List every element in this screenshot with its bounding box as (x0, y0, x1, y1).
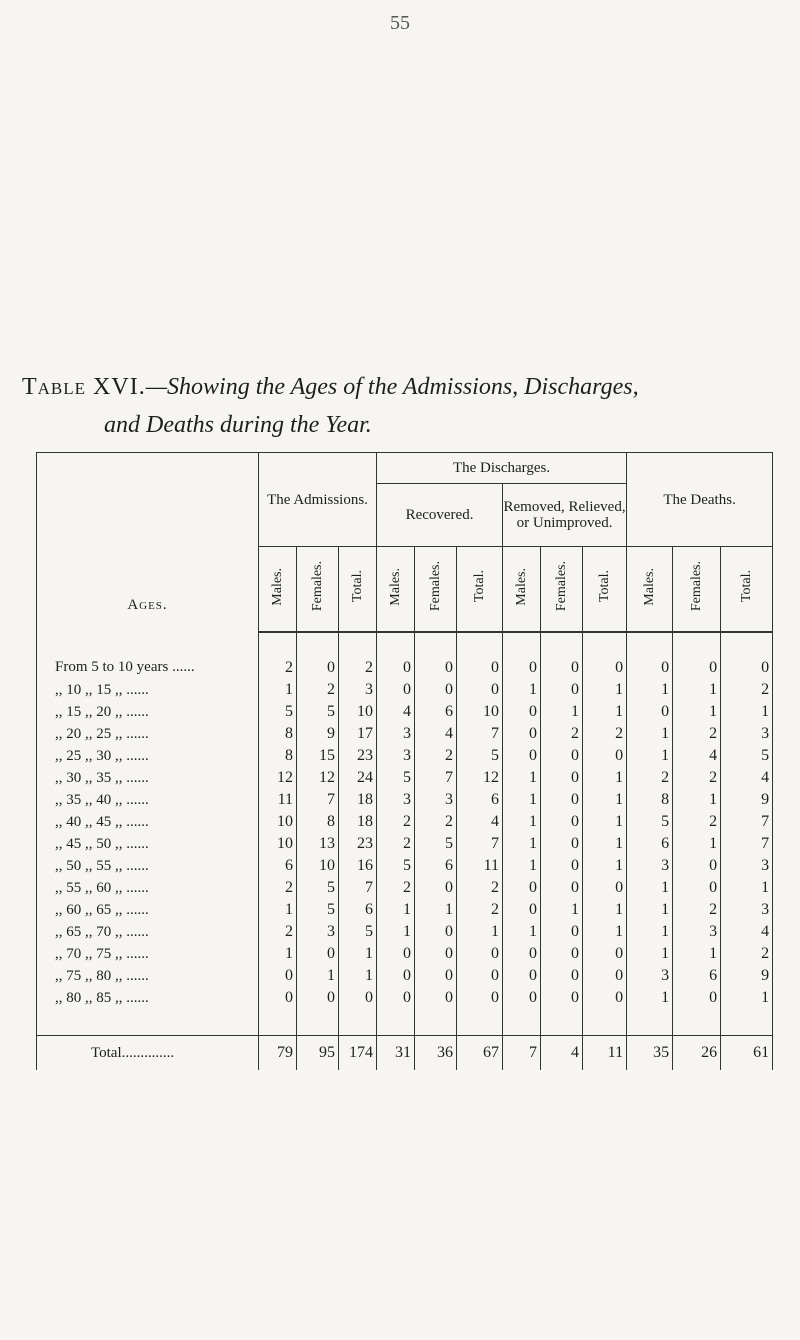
value-cell: 0 (457, 679, 503, 701)
value-cell: 0 (297, 632, 339, 679)
value-cell: 0 (377, 987, 415, 1009)
value-cell: 1 (583, 789, 627, 811)
recovered-header: Recovered. (377, 484, 503, 547)
value-cell: 1 (503, 767, 541, 789)
value-cell: 1 (457, 921, 503, 943)
value-cell: 3 (339, 679, 377, 701)
recovered-total-col-header (457, 547, 503, 633)
value-cell: 0 (415, 987, 457, 1009)
table-row (37, 899, 773, 921)
value-cell: 0 (541, 833, 583, 855)
value-cell: 0 (541, 632, 583, 679)
value-cell: 23 (339, 833, 377, 855)
value-cell: 0 (583, 965, 627, 987)
value-cell: 1 (583, 855, 627, 877)
value-cell: 3 (721, 899, 773, 921)
value-cell: 9 (721, 965, 773, 987)
value-cell: 0 (541, 921, 583, 943)
value-cell: 2 (673, 899, 721, 921)
table-row (37, 833, 773, 855)
value-cell: 0 (415, 632, 457, 679)
row-label: ,, 45 ,, 50 ,, ...... (37, 833, 259, 855)
total-row (37, 1036, 773, 1071)
value-cell: 11 (457, 855, 503, 877)
value-cell: 1 (583, 833, 627, 855)
value-cell: 3 (673, 921, 721, 943)
value-cell: 0 (503, 632, 541, 679)
table-row (37, 789, 773, 811)
value-cell: 12 (297, 767, 339, 789)
value-cell: 0 (377, 632, 415, 679)
value-cell: 11 (583, 1036, 627, 1071)
removed-males-col-header (503, 547, 541, 633)
row-label: ,, 15 ,, 20 ,, ...... (37, 701, 259, 723)
value-cell: 1 (415, 899, 457, 921)
value-cell: 3 (721, 723, 773, 745)
value-cell: 0 (541, 855, 583, 877)
value-cell: 0 (583, 877, 627, 899)
table-row (37, 921, 773, 943)
value-cell: 0 (415, 877, 457, 899)
spacer-cell (297, 1009, 339, 1036)
value-cell: 1 (339, 965, 377, 987)
table-header (37, 453, 773, 633)
value-cell: 10 (297, 855, 339, 877)
table-row (37, 632, 773, 679)
value-cell: 4 (415, 723, 457, 745)
removed-females-col-header (541, 547, 583, 633)
value-cell: 2 (259, 632, 297, 679)
value-cell: 4 (721, 921, 773, 943)
value-cell: 6 (457, 789, 503, 811)
admissions-header: The Admissions. (259, 453, 377, 547)
value-cell: 2 (583, 723, 627, 745)
value-cell: 17 (339, 723, 377, 745)
value-cell: 8 (627, 789, 673, 811)
value-cell: 1 (259, 679, 297, 701)
value-cell: 36 (415, 1036, 457, 1071)
value-cell: 12 (457, 767, 503, 789)
row-label: ,, 35 ,, 40 ,, ...... (37, 789, 259, 811)
value-cell: 1 (377, 921, 415, 943)
value-cell: 7 (457, 723, 503, 745)
value-cell: 1 (297, 965, 339, 987)
row-label: ,, 30 ,, 35 ,, ...... (37, 767, 259, 789)
table-row (37, 811, 773, 833)
value-cell: 2 (721, 679, 773, 701)
table-row (37, 701, 773, 723)
value-cell: 6 (259, 855, 297, 877)
value-cell: 3 (627, 855, 673, 877)
value-cell: 1 (583, 701, 627, 723)
value-cell: 6 (415, 855, 457, 877)
value-cell: 1 (583, 899, 627, 921)
value-cell: 1 (673, 701, 721, 723)
value-cell: 1 (377, 899, 415, 921)
spacer-cell (37, 1009, 259, 1036)
value-cell: 0 (503, 943, 541, 965)
deaths-females-col-header (673, 547, 721, 633)
value-cell: 0 (377, 679, 415, 701)
value-cell: 1 (721, 701, 773, 723)
value-cell: 8 (259, 745, 297, 767)
value-cell: 174 (339, 1036, 377, 1071)
value-cell: 2 (721, 943, 773, 965)
row-label: Total.............. (37, 1036, 259, 1071)
value-cell: 5 (377, 767, 415, 789)
spacer-cell (721, 1009, 773, 1036)
value-cell: 0 (541, 745, 583, 767)
caption-line1: —Showing the Ages of the Admissions, Discharges, (145, 374, 639, 400)
removed-females-col-label: Females. (553, 561, 569, 612)
value-cell: 3 (297, 921, 339, 943)
value-cell: 2 (627, 767, 673, 789)
value-cell: 13 (297, 833, 339, 855)
table-row (37, 745, 773, 767)
value-cell: 0 (627, 701, 673, 723)
recovered-females-col-header (415, 547, 457, 633)
row-label: ,, 65 ,, 70 ,, ...... (37, 921, 259, 943)
value-cell: 0 (377, 943, 415, 965)
value-cell: 1 (583, 679, 627, 701)
value-cell: 1 (673, 679, 721, 701)
value-cell: 1 (583, 811, 627, 833)
value-cell: 0 (457, 987, 503, 1009)
value-cell: 2 (377, 811, 415, 833)
value-cell: 6 (673, 965, 721, 987)
value-cell: 7 (721, 833, 773, 855)
table-row (37, 943, 773, 965)
value-cell: 2 (457, 899, 503, 921)
value-cell: 0 (415, 679, 457, 701)
removed-total-col-header (583, 547, 627, 633)
table-row (37, 679, 773, 701)
value-cell: 8 (259, 723, 297, 745)
value-cell: 1 (627, 921, 673, 943)
value-cell: 1 (541, 701, 583, 723)
value-cell: 1 (627, 745, 673, 767)
value-cell: 2 (541, 723, 583, 745)
value-cell: 0 (541, 811, 583, 833)
value-cell: 0 (503, 723, 541, 745)
value-cell: 9 (297, 723, 339, 745)
value-cell: 0 (259, 987, 297, 1009)
row-label: ,, 10 ,, 15 ,, ...... (37, 679, 259, 701)
value-cell: 1 (627, 943, 673, 965)
deaths-males-col-header (627, 547, 673, 633)
value-cell: 0 (415, 921, 457, 943)
row-label: ,, 50 ,, 55 ,, ...... (37, 855, 259, 877)
value-cell: 9 (721, 789, 773, 811)
admissions-total-col-header (339, 547, 377, 633)
value-cell: 7 (721, 811, 773, 833)
recovered-females-col-label: Females. (427, 561, 443, 612)
value-cell: 5 (627, 811, 673, 833)
value-cell: 0 (541, 877, 583, 899)
value-cell: 5 (297, 899, 339, 921)
value-cell: 4 (377, 701, 415, 723)
value-cell: 1 (721, 877, 773, 899)
value-cell: 1 (673, 789, 721, 811)
ages-table (36, 452, 773, 1070)
value-cell: 0 (503, 745, 541, 767)
value-cell: 0 (457, 632, 503, 679)
value-cell: 35 (627, 1036, 673, 1071)
value-cell: 1 (259, 899, 297, 921)
value-cell: 4 (673, 745, 721, 767)
value-cell: 0 (503, 987, 541, 1009)
caption-prefix: Table XVI. (22, 374, 146, 400)
spacer-cell (541, 1009, 583, 1036)
row-label: ,, 75 ,, 80 ,, ...... (37, 965, 259, 987)
value-cell: 6 (415, 701, 457, 723)
value-cell: 1 (503, 679, 541, 701)
deaths-header: The Deaths. (627, 453, 773, 547)
table-row (37, 855, 773, 877)
value-cell: 1 (583, 921, 627, 943)
value-cell: 2 (259, 921, 297, 943)
value-cell: 5 (721, 745, 773, 767)
value-cell: 2 (415, 811, 457, 833)
admissions-males-col-header (259, 547, 297, 633)
value-cell: 3 (627, 965, 673, 987)
discharges-header: The Discharges. (377, 453, 627, 484)
value-cell: 24 (339, 767, 377, 789)
value-cell: 5 (339, 921, 377, 943)
value-cell: 0 (457, 965, 503, 987)
value-cell: 3 (377, 745, 415, 767)
spacer-cell (415, 1009, 457, 1036)
spacer-cell (627, 1009, 673, 1036)
value-cell: 0 (541, 679, 583, 701)
row-label: ,, 70 ,, 75 ,, ...... (37, 943, 259, 965)
value-cell: 10 (457, 701, 503, 723)
value-cell: 11 (259, 789, 297, 811)
spacer-cell (339, 1009, 377, 1036)
value-cell: 1 (339, 943, 377, 965)
value-cell: 6 (339, 899, 377, 921)
value-cell: 0 (541, 767, 583, 789)
value-cell: 1 (503, 789, 541, 811)
value-cell: 10 (259, 811, 297, 833)
value-cell: 1 (259, 943, 297, 965)
value-cell: 0 (583, 987, 627, 1009)
caption-line2: and Deaths during the Year. (104, 412, 372, 438)
value-cell: 0 (721, 632, 773, 679)
value-cell: 0 (377, 965, 415, 987)
value-cell: 6 (627, 833, 673, 855)
value-cell: 0 (541, 965, 583, 987)
value-cell: 12 (259, 767, 297, 789)
value-cell: 0 (541, 789, 583, 811)
value-cell: 4 (541, 1036, 583, 1071)
value-cell: 0 (297, 943, 339, 965)
ages-table-container (36, 452, 773, 1070)
value-cell: 0 (541, 987, 583, 1009)
value-cell: 5 (259, 701, 297, 723)
spacer-cell (457, 1009, 503, 1036)
value-cell: 7 (457, 833, 503, 855)
value-cell: 16 (339, 855, 377, 877)
row-label: ,, 20 ,, 25 ,, ...... (37, 723, 259, 745)
spacer-cell (673, 1009, 721, 1036)
spacer-cell (259, 1009, 297, 1036)
value-cell: 10 (339, 701, 377, 723)
value-cell: 18 (339, 811, 377, 833)
value-cell: 0 (503, 965, 541, 987)
value-cell: 0 (259, 965, 297, 987)
value-cell: 67 (457, 1036, 503, 1071)
table-body (37, 632, 773, 1070)
recovered-total-col-label: Total. (471, 570, 487, 603)
value-cell: 1 (627, 987, 673, 1009)
admissions-males-col-label: Males. (269, 567, 285, 606)
row-label: ,, 80 ,, 85 ,, ...... (37, 987, 259, 1009)
value-cell: 0 (673, 855, 721, 877)
value-cell: 7 (339, 877, 377, 899)
row-label: ,, 40 ,, 45 ,, ...... (37, 811, 259, 833)
value-cell: 8 (297, 811, 339, 833)
value-cell: 0 (415, 943, 457, 965)
table-caption (22, 368, 792, 444)
value-cell: 0 (339, 987, 377, 1009)
value-cell: 1 (673, 833, 721, 855)
value-cell: 79 (259, 1036, 297, 1071)
value-cell: 0 (541, 943, 583, 965)
value-cell: 95 (297, 1036, 339, 1071)
value-cell: 3 (377, 723, 415, 745)
row-label: ,, 55 ,, 60 ,, ...... (37, 877, 259, 899)
deaths-males-col-label: Males. (641, 567, 657, 606)
value-cell: 2 (377, 877, 415, 899)
value-cell: 5 (457, 745, 503, 767)
value-cell: 7 (415, 767, 457, 789)
recovered-males-col-label: Males. (387, 567, 403, 606)
value-cell: 0 (583, 632, 627, 679)
spacer-row (37, 1009, 773, 1036)
value-cell: 18 (339, 789, 377, 811)
ages-header: Ages. (37, 453, 259, 633)
admissions-females-col-header (297, 547, 339, 633)
value-cell: 1 (721, 987, 773, 1009)
value-cell: 0 (673, 987, 721, 1009)
value-cell: 0 (583, 943, 627, 965)
value-cell: 5 (377, 855, 415, 877)
value-cell: 0 (415, 965, 457, 987)
spacer-cell (583, 1009, 627, 1036)
value-cell: 0 (673, 877, 721, 899)
value-cell: 1 (583, 767, 627, 789)
value-cell: 0 (627, 632, 673, 679)
table-row (37, 877, 773, 899)
row-label: From 5 to 10 years ...... (37, 632, 259, 679)
spacer-cell (503, 1009, 541, 1036)
row-label: ,, 25 ,, 30 ,, ...... (37, 745, 259, 767)
row-label: ,, 60 ,, 65 ,, ...... (37, 899, 259, 921)
value-cell: 1 (627, 899, 673, 921)
value-cell: 2 (457, 877, 503, 899)
deaths-females-col-label: Females. (688, 561, 704, 612)
table-row (37, 767, 773, 789)
value-cell: 1 (673, 943, 721, 965)
removed-males-col-label: Males. (513, 567, 529, 606)
value-cell: 0 (673, 632, 721, 679)
value-cell: 0 (457, 943, 503, 965)
deaths-total-col-label: Total. (738, 570, 754, 603)
value-cell: 3 (415, 789, 457, 811)
admissions-total-col-label: Total. (349, 570, 365, 603)
recovered-males-col-header (377, 547, 415, 633)
value-cell: 1 (503, 833, 541, 855)
value-cell: 2 (673, 723, 721, 745)
value-cell: 0 (297, 987, 339, 1009)
value-cell: 1 (503, 921, 541, 943)
value-cell: 2 (259, 877, 297, 899)
value-cell: 4 (721, 767, 773, 789)
value-cell: 0 (503, 701, 541, 723)
value-cell: 1 (627, 877, 673, 899)
value-cell: 7 (297, 789, 339, 811)
value-cell: 2 (339, 632, 377, 679)
admissions-females-col-label: Females. (309, 561, 325, 612)
value-cell: 10 (259, 833, 297, 855)
value-cell: 31 (377, 1036, 415, 1071)
value-cell: 1 (627, 723, 673, 745)
value-cell: 23 (339, 745, 377, 767)
value-cell: 2 (297, 679, 339, 701)
value-cell: 3 (721, 855, 773, 877)
removed-total-col-label: Total. (596, 570, 612, 603)
value-cell: 26 (673, 1036, 721, 1071)
deaths-total-col-header (721, 547, 773, 633)
value-cell: 1 (627, 679, 673, 701)
value-cell: 15 (297, 745, 339, 767)
value-cell: 1 (541, 899, 583, 921)
value-cell: 5 (297, 877, 339, 899)
value-cell: 4 (457, 811, 503, 833)
value-cell: 1 (503, 811, 541, 833)
value-cell: 2 (415, 745, 457, 767)
value-cell: 0 (503, 877, 541, 899)
value-cell: 2 (377, 833, 415, 855)
table-row (37, 987, 773, 1009)
value-cell: 0 (503, 899, 541, 921)
value-cell: 3 (377, 789, 415, 811)
removed-header: Removed, Relieved, or Unimproved. (503, 484, 627, 547)
page-number: 55 (390, 12, 410, 34)
value-cell: 61 (721, 1036, 773, 1071)
value-cell: 1 (503, 855, 541, 877)
table-row (37, 723, 773, 745)
table-row (37, 965, 773, 987)
spacer-cell (377, 1009, 415, 1036)
value-cell: 7 (503, 1036, 541, 1071)
value-cell: 2 (673, 767, 721, 789)
value-cell: 5 (415, 833, 457, 855)
value-cell: 0 (583, 745, 627, 767)
value-cell: 2 (673, 811, 721, 833)
value-cell: 5 (297, 701, 339, 723)
